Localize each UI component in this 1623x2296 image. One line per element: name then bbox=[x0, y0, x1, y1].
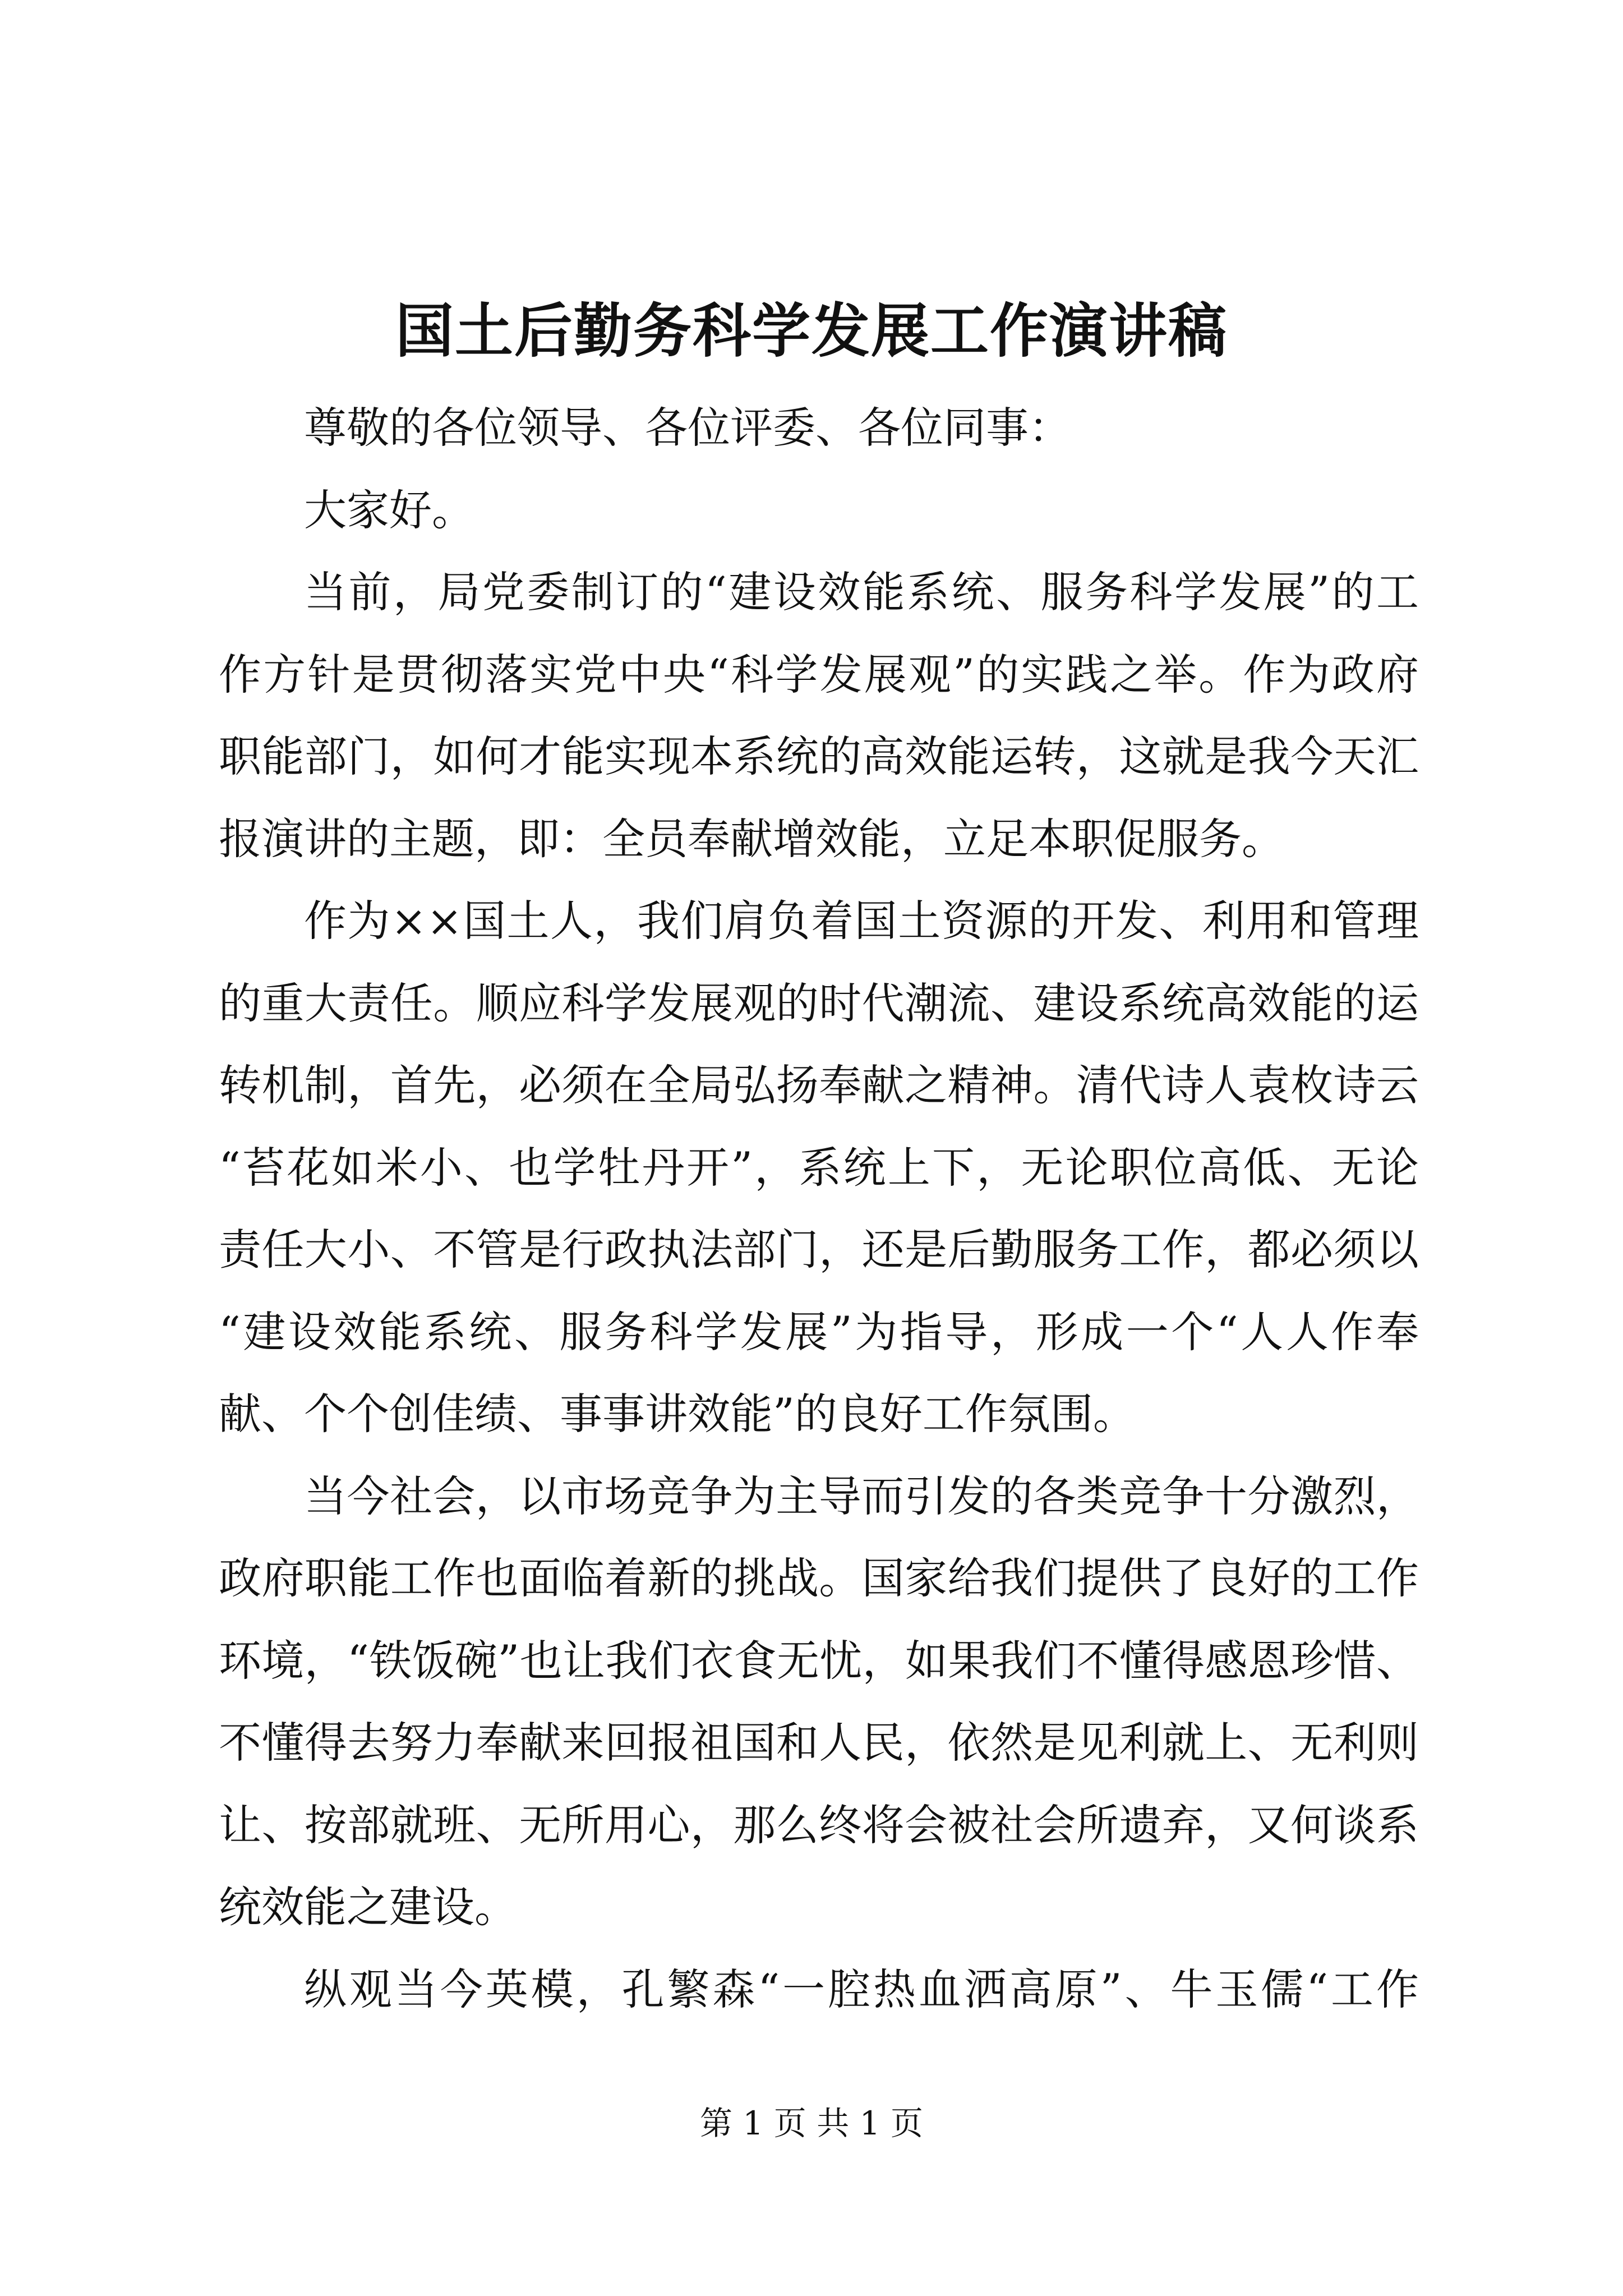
body-line: 环境，“铁饭碗”也让我们衣食无忧，如果我们不懂得感恩珍惜、 bbox=[219, 1635, 1419, 1686]
body-line: 作方针是贯彻落实党中央“科学发展观”的实践之举。作为政府 bbox=[219, 649, 1419, 700]
document-title: 国土后勤务科学发展工作演讲稿 bbox=[395, 296, 1228, 365]
body-line: 不懂得去努力奉献来回报祖国和人民，依然是见利就上、无利则 bbox=[219, 1718, 1419, 1768]
body-line: 的重大责任。顺应科学发展观的时代潮流、建设系统高效能的运 bbox=[219, 978, 1419, 1028]
body-line: 作为××国土人，我们肩负着国土资源的开发、利用和管理 bbox=[304, 896, 1419, 946]
body-line: 献、个个创佳绩、事事讲效能”的良好工作氛围。 bbox=[219, 1389, 1136, 1439]
body-line: 职能部门，如何才能实现本系统的高效能运转，这就是我今天汇 bbox=[219, 731, 1419, 781]
body-line: 大家好。 bbox=[304, 485, 474, 535]
body-line: 报演讲的主题，即：全员奉献增效能，立足本职促服务。 bbox=[219, 813, 1284, 864]
body-line: 让、按部就班、无所用心，那么终将会被社会所遗弃，又何谈系 bbox=[219, 1800, 1419, 1850]
body-line: 纵观当今英模，孔繁森“一腔热血洒高原”、牛玉儒“工作 bbox=[304, 1964, 1419, 2014]
body-line: “苔花如米小、也学牡丹开”，系统上下，无论职位高低、无论 bbox=[219, 1142, 1419, 1193]
body-line: 尊敬的各位领导、各位评委、各位同事： bbox=[304, 403, 1071, 453]
body-line: 当前，局党委制订的“建设效能系统、服务科学发展”的工 bbox=[304, 567, 1419, 617]
body-line: 责任大小、不管是行政执法部门，还是后勤服务工作，都必须以 bbox=[219, 1225, 1419, 1274]
body-line: 当今社会，以市场竞争为主导而引发的各类竞争十分激烈， bbox=[304, 1471, 1419, 1521]
body-line: 政府职能工作也面临着新的挑战。国家给我们提供了良好的工作 bbox=[219, 1553, 1419, 1603]
body-line: “建设效能系统、服务科学发展”为指导，形成一个“人人作奉 bbox=[219, 1306, 1419, 1357]
body-line: 统效能之建设。 bbox=[219, 1882, 517, 1932]
document-body bbox=[219, 387, 1419, 2031]
body-line: 转机制，首先，必须在全局弘扬奉献之精神。清代诗人袁枚诗云 bbox=[219, 1060, 1419, 1110]
page-footer: 第 1 页 共 1 页 bbox=[700, 2104, 923, 2142]
